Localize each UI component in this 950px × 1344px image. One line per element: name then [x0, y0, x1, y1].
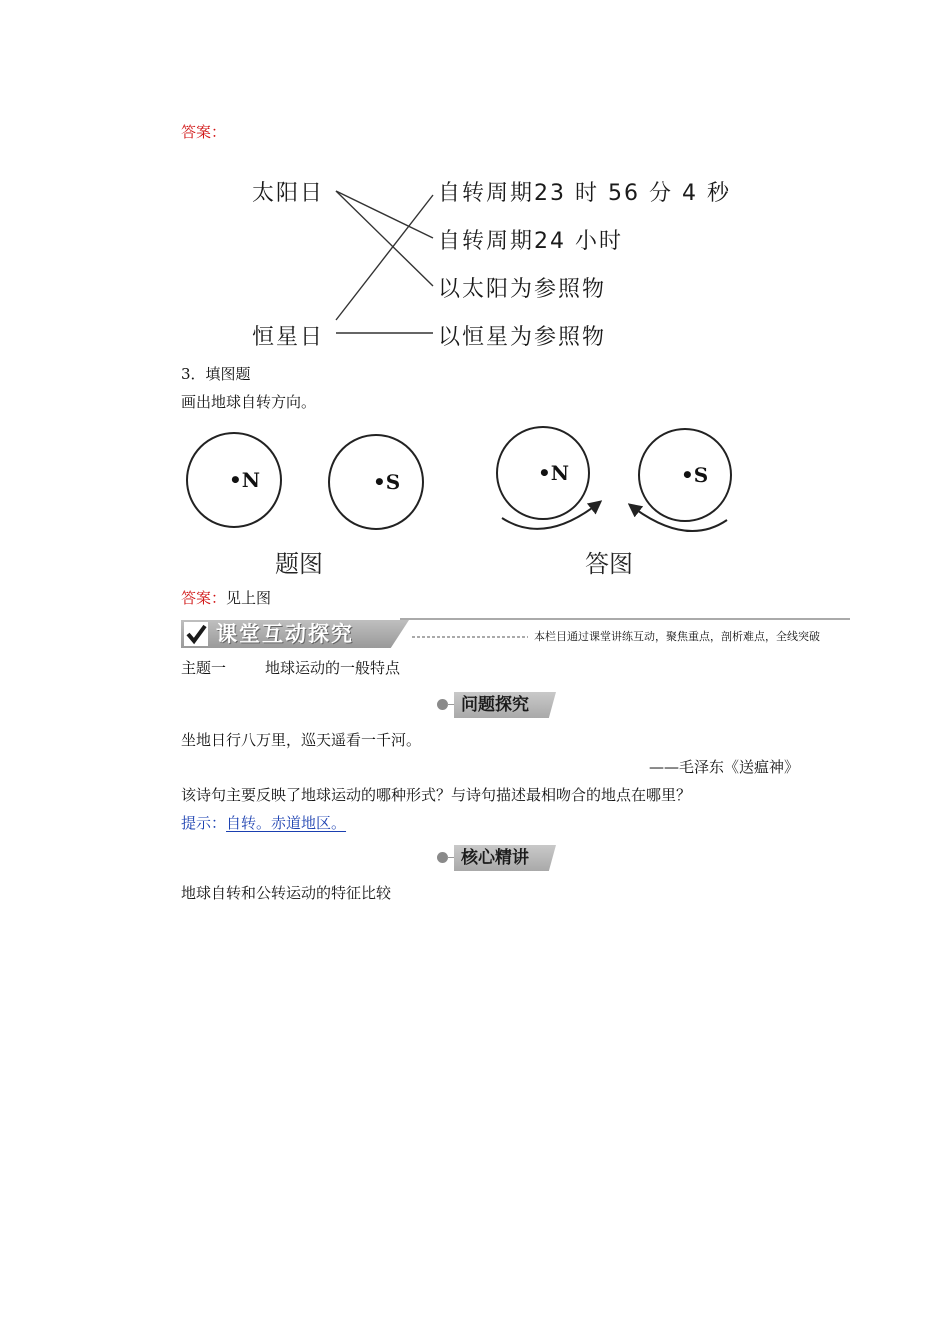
answer-2-label: 答案： — [181, 589, 227, 607]
core-heading-text: 核心精讲 — [461, 848, 529, 868]
question-3-title: 3．填图题 — [181, 365, 251, 383]
south-label-answer: •S — [681, 463, 709, 487]
matching-right-3: 以太阳为参照物 — [438, 277, 607, 302]
section-banner-note: 本栏目通过课堂讲练互动，聚焦重点，剖析难点，全线突破 — [534, 630, 820, 643]
north-label-question: •N — [229, 468, 261, 492]
matching-right-4: 以恒星为参照物 — [438, 325, 607, 350]
question-3-instruction: 画出地球自转方向。 — [181, 393, 317, 411]
hint — [181, 813, 346, 833]
banner-rule — [0, 0, 950, 660]
answer-label: 答案： — [181, 123, 227, 141]
hint-text: 自转。赤道地区。 — [226, 814, 347, 832]
answer-2-text: 见上图 — [226, 589, 272, 607]
north-label-answer: •N — [538, 461, 570, 485]
answer-figure-caption: 答图 — [585, 550, 633, 578]
section-banner-title: 课堂互动探究 — [216, 622, 354, 646]
core-bullet-connector — [447, 857, 455, 858]
poem-line: 坐地日行八万里，巡天遥看一千河。 — [181, 731, 422, 749]
south-label-question: •S — [373, 470, 401, 494]
matching-right-1: 自转周期23 时 56 分 4 秒 — [438, 181, 731, 206]
matching-right-2: 自转周期24 小时 — [438, 229, 623, 254]
matching-left-sidereal-day: 恒星日 — [252, 325, 325, 350]
explore-bullet-connector — [447, 704, 455, 705]
question-text: 该诗句主要反映了地球运动的哪种形式？与诗句描述最相吻合的地点在哪里？ — [181, 786, 692, 804]
hint-label: 提示： — [181, 814, 227, 832]
matching-left-solar-day: 太阳日 — [252, 181, 325, 206]
question-figure-caption: 题图 — [275, 550, 323, 578]
topic-text: 地球运动的一般特点 — [265, 659, 401, 677]
explore-heading-text: 问题探究 — [461, 695, 529, 715]
poem-attribution: ——毛泽东《送瘟神》 — [649, 758, 800, 776]
topic-label: 主题一 — [181, 659, 227, 677]
compare-text: 地球自转和公转运动的特征比较 — [181, 884, 392, 902]
